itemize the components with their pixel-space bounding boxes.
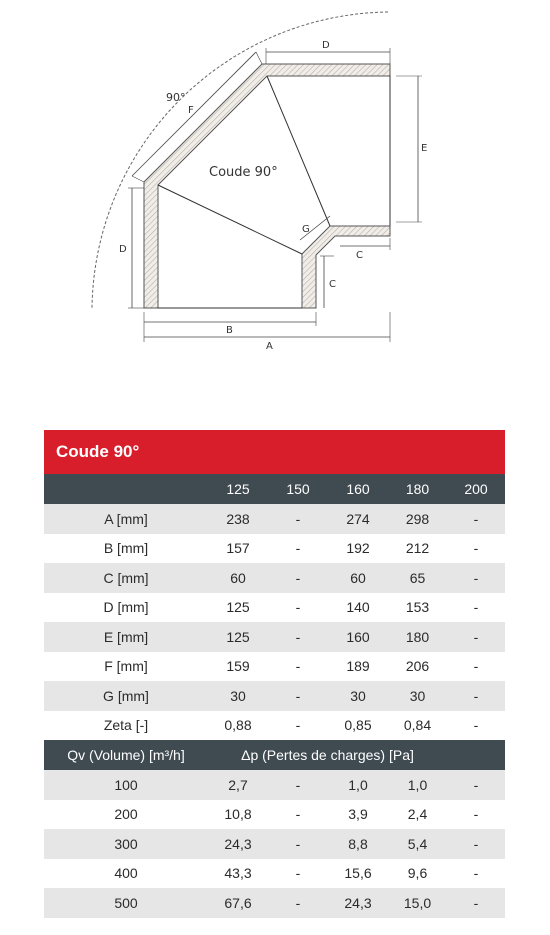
cell: - [295, 687, 301, 704]
table-row [44, 652, 505, 682]
cell: - [473, 806, 479, 823]
cell: 298 [405, 510, 430, 527]
header-blank [447, 740, 505, 770]
table-row [44, 829, 505, 859]
table-row [44, 711, 505, 741]
cell: 1,0 [348, 776, 368, 793]
angle-label: 90° [166, 91, 186, 104]
cell: 159 [226, 658, 250, 675]
table-row [44, 859, 505, 889]
cell: - [473, 569, 479, 586]
cell: 1,0 [407, 776, 428, 793]
cell: - [295, 540, 301, 557]
cell: 65 [409, 569, 426, 586]
row-label: G [mm] [103, 687, 149, 704]
row-label: 200 [114, 806, 138, 823]
cell: - [473, 687, 479, 704]
row-label: 300 [114, 835, 138, 852]
cell: 2,7 [228, 776, 248, 793]
cell: 274 [346, 510, 370, 527]
cell: 15,0 [403, 894, 432, 911]
cell: - [473, 628, 479, 645]
row-label: C [mm] [103, 569, 149, 586]
cell: - [295, 806, 301, 823]
diameter-header: 180 [405, 481, 430, 497]
cell: 60 [350, 569, 366, 586]
dim-label-a: A [266, 341, 273, 352]
dim-label-d-left: D [119, 244, 127, 255]
table-row [44, 770, 505, 800]
cell: - [473, 540, 479, 557]
cell: - [295, 894, 301, 911]
cell: 30 [350, 687, 366, 704]
row-label: Zeta [-] [103, 717, 149, 734]
cell: - [473, 599, 479, 616]
diameter-header: 160 [346, 481, 370, 497]
cell: 3,9 [348, 806, 368, 823]
cell: - [295, 717, 301, 734]
cell: 192 [346, 540, 370, 557]
cell: 0,88 [224, 717, 252, 734]
cell: - [473, 835, 479, 852]
cell: 30 [230, 687, 246, 704]
flow-header-label: Qv (Volume) [m³/h] [67, 747, 185, 763]
dim-label-b: B [226, 325, 233, 336]
row-label: 500 [114, 894, 138, 911]
part-label: Coude 90° [209, 165, 278, 180]
cell: - [295, 835, 301, 852]
cell: - [295, 599, 301, 616]
angle-arc [92, 12, 388, 308]
cell: 24,3 [224, 835, 252, 852]
cell: - [473, 776, 479, 793]
spec-table [44, 430, 505, 918]
cell: 2,4 [407, 806, 428, 823]
cell: 140 [346, 599, 370, 616]
diameter-header-row [44, 474, 505, 504]
dim-label-e: E [421, 143, 428, 154]
diameter-header: 200 [464, 481, 488, 497]
cell: 8,8 [348, 835, 368, 852]
cell: 180 [405, 628, 430, 645]
row-label: 400 [114, 865, 138, 882]
cell: 0,84 [403, 717, 432, 734]
cell: 0,85 [344, 717, 372, 734]
cell: - [473, 865, 479, 882]
table-row [44, 593, 505, 623]
cell: - [295, 628, 301, 645]
row-label: B [mm] [103, 540, 149, 557]
cell: 238 [226, 510, 250, 527]
cell: 206 [405, 658, 430, 675]
table-row [44, 504, 505, 534]
table-row [44, 534, 505, 564]
header-blank [44, 474, 208, 504]
table-row [44, 622, 505, 652]
cell: 67,6 [224, 894, 252, 911]
cell: 5,4 [407, 835, 428, 852]
cell: 30 [409, 687, 426, 704]
cell: 24,3 [344, 894, 372, 911]
dim-label-c-vertical: C [329, 279, 336, 290]
cell: 160 [346, 628, 370, 645]
row-label: A [mm] [104, 510, 148, 527]
cell: 15,6 [344, 865, 372, 882]
cell: - [473, 658, 479, 675]
cell: 153 [405, 599, 430, 616]
cell: - [295, 569, 301, 586]
dim-label-d-top: D [322, 40, 330, 51]
cell: - [295, 658, 301, 675]
cell: - [295, 776, 301, 793]
cell: 60 [230, 569, 246, 586]
elbow-technical-drawing [0, 0, 550, 400]
cell: 125 [226, 599, 250, 616]
cell: - [295, 510, 301, 527]
cell: 189 [346, 658, 370, 675]
cell: 9,6 [407, 865, 428, 882]
dim-label-f: F [188, 105, 194, 116]
cell: 10,8 [224, 806, 252, 823]
flow-header-row [44, 740, 505, 770]
cell: 212 [405, 540, 430, 557]
diameter-header: 125 [226, 481, 250, 497]
row-label: F [mm] [104, 658, 148, 675]
dim-label-g: G [302, 224, 310, 235]
row-label: D [mm] [103, 599, 149, 616]
pressure-header-label: Δp (Pertes de charges) [Pa] [241, 747, 414, 763]
cell: - [473, 717, 479, 734]
cell: - [295, 865, 301, 882]
cell: - [473, 894, 479, 911]
table-row [44, 800, 505, 830]
table-row [44, 888, 505, 918]
cell: 43,3 [224, 865, 252, 882]
table-row [44, 681, 505, 711]
table-row [44, 563, 505, 593]
row-label: 100 [114, 776, 138, 793]
cell: 157 [226, 540, 250, 557]
row-label: E [mm] [103, 628, 149, 645]
cell: 125 [226, 628, 250, 645]
dim-label-c-horizontal: C [356, 250, 363, 261]
cell: - [473, 510, 479, 527]
elbow-inner-wall [302, 226, 390, 308]
table-title: Coude 90° [44, 430, 505, 474]
diameter-header: 150 [286, 481, 310, 497]
